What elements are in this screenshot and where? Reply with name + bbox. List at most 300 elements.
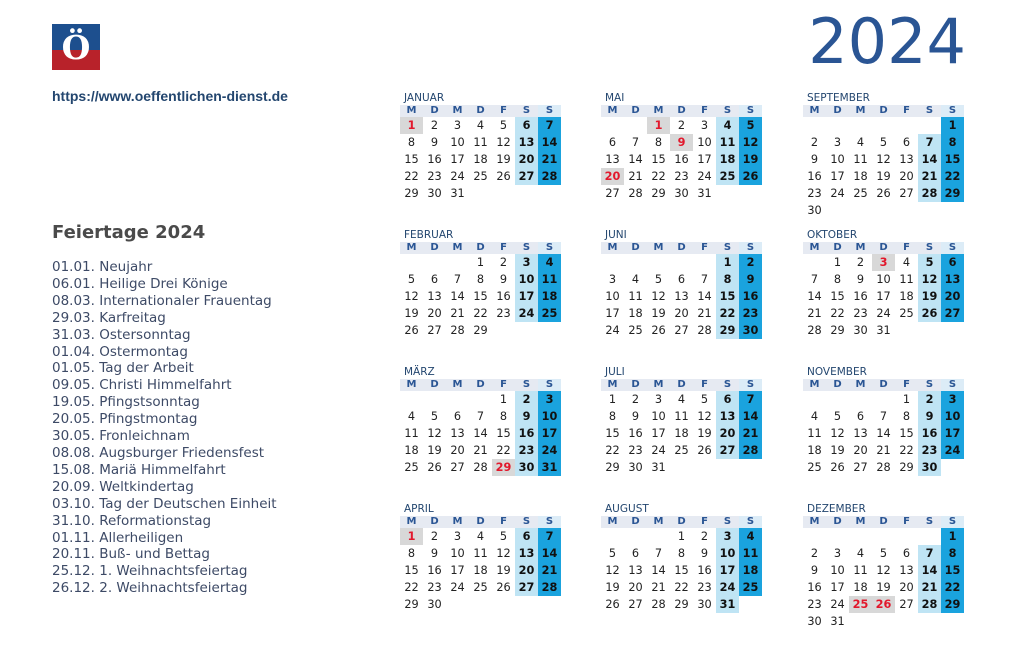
day-cell: 22 [404,581,419,594]
holiday-item: 01.01. Neujahr [52,259,153,275]
day-cell: 3 [833,136,842,149]
day-cell: 12 [404,290,419,303]
weekday-header: M [647,379,670,391]
day-cell: 24 [941,442,964,459]
day-cell: 2 [499,256,508,269]
weekday-header: F [693,516,716,528]
day-cell: 10 [697,136,712,149]
empty-cell [826,117,849,134]
logo-letter: Ö [61,28,91,67]
weekday-header: S [716,379,739,391]
day-cell: 14 [651,564,666,577]
day-cell: 4 [677,393,686,406]
day-cell: 19 [427,444,442,457]
day-cell: 4 [739,528,762,545]
day-cell: 4 [538,254,561,271]
day-cell: 4 [631,273,640,286]
empty-cell [423,391,446,408]
day-cell: 23 [628,444,643,457]
day-cell: 10 [515,271,538,288]
day-cell: 8 [941,545,964,562]
day-cell: 11 [899,273,914,286]
day-cell: 4 [407,410,416,423]
day-cell: 28 [807,324,822,337]
holiday-day-cell: 1 [400,528,423,545]
day-cell: 27 [515,579,538,596]
day-cell: 4 [902,256,911,269]
day-cell: 8 [476,273,485,286]
empty-cell [941,459,964,476]
day-cell: 21 [876,444,891,457]
day-cell: 6 [515,117,538,134]
empty-cell [803,528,826,545]
holiday-day-cell: 1 [400,117,423,134]
day-cell: 8 [407,136,416,149]
holiday-item: 19.05. Pfingstsonntag [52,394,200,411]
weekday-header: S [739,516,762,528]
day-cell: 17 [876,290,891,303]
day-cell: 13 [674,290,689,303]
holiday-day-cell: 3 [872,254,895,271]
holiday-item: 06.01. Heilige Drei Könige [52,275,228,292]
day-cell: 12 [651,290,666,303]
day-cell: 9 [700,547,709,560]
day-cell: 2 [430,119,439,132]
day-cell: 31 [697,187,712,200]
day-cell: 29 [941,596,964,613]
day-cell: 27 [716,442,739,459]
day-cell: 17 [538,425,561,442]
empty-cell [941,202,964,219]
empty-cell [693,254,716,271]
day-cell: 18 [628,307,643,320]
day-cell: 4 [810,410,819,423]
day-cell: 3 [608,273,617,286]
day-cell: 30 [807,615,822,628]
empty-cell [918,528,941,545]
holidays-title: Feiertage 2024 [52,222,206,243]
day-cell: 21 [628,170,643,183]
empty-cell [469,391,492,408]
day-cell: 1 [677,530,686,543]
day-cell: 9 [810,153,819,166]
day-cell: 19 [404,307,419,320]
empty-cell [895,322,918,339]
day-cell: 29 [674,598,689,611]
weekday-header: S [739,242,762,254]
day-cell: 13 [427,290,442,303]
day-cell: 9 [918,408,941,425]
day-cell: 13 [899,153,914,166]
day-cell: 18 [404,444,419,457]
empty-cell [803,254,826,271]
day-cell: 24 [450,581,465,594]
day-cell: 10 [830,564,845,577]
day-cell: 23 [739,305,762,322]
day-cell: 21 [473,444,488,457]
day-cell: 8 [677,547,686,560]
day-cell: 20 [515,151,538,168]
empty-cell [918,202,941,219]
day-cell: 24 [450,170,465,183]
day-cell: 15 [899,427,914,440]
weekday-header: M [400,516,423,528]
weekday-header: D [624,516,647,528]
weekday-header: D [469,379,492,391]
day-cell: 3 [700,119,709,132]
month-name: OKTOBER [807,229,858,241]
day-cell: 9 [430,136,439,149]
website-url[interactable]: https://www.oeffentlichen-dienst.de [52,88,288,104]
day-cell: 3 [833,547,842,560]
day-cell: 24 [830,187,845,200]
day-cell: 12 [496,547,511,560]
holiday-list [52,259,277,597]
empty-cell [849,391,872,408]
day-cell: 10 [876,273,891,286]
day-cell: 7 [476,410,485,423]
weekday-header: D [423,516,446,528]
day-cell: 26 [876,187,891,200]
day-cell: 9 [499,273,508,286]
day-cell: 7 [631,136,640,149]
weekday-header: M [601,379,624,391]
weekday-header: M [647,105,670,117]
day-cell: 27 [674,324,689,337]
empty-cell [400,254,423,271]
day-cell: 25 [853,187,868,200]
day-cell: 21 [918,579,941,596]
empty-cell [624,254,647,271]
weekday-header: D [670,516,693,528]
weekday-header: M [803,379,826,391]
day-cell: 31 [830,615,845,628]
month-table [803,105,964,219]
day-cell: 24 [651,444,666,457]
day-cell: 5 [499,530,508,543]
day-cell: 11 [739,545,762,562]
day-cell: 12 [739,134,762,151]
holiday-day-cell: 9 [670,134,693,151]
day-cell: 29 [941,185,964,202]
weekday-header: S [739,105,762,117]
empty-cell [739,459,762,476]
day-cell: 29 [716,322,739,339]
day-cell: 2 [810,136,819,149]
holiday-item: 09.05. Christi Himmelfahrt [52,377,232,394]
day-cell: 10 [941,408,964,425]
day-cell: 23 [853,307,868,320]
day-cell: 22 [941,168,964,185]
day-cell: 22 [674,581,689,594]
day-cell: 11 [538,271,561,288]
empty-cell [941,322,964,339]
empty-cell [601,117,624,134]
day-cell: 3 [453,119,462,132]
day-cell: 20 [716,425,739,442]
day-cell: 6 [515,528,538,545]
day-cell: 20 [674,307,689,320]
day-cell: 12 [876,153,891,166]
weekday-header: S [515,242,538,254]
day-cell: 30 [918,459,941,476]
day-cell: 17 [605,307,620,320]
weekday-header: S [538,242,561,254]
weekday-header: M [400,105,423,117]
day-cell: 28 [739,442,762,459]
day-cell: 15 [651,153,666,166]
day-cell: 6 [430,273,439,286]
day-cell: 28 [628,187,643,200]
empty-cell [670,254,693,271]
month-januar [400,92,562,202]
weekday-header: F [492,105,515,117]
weekday-header: S [716,516,739,528]
month-november [803,366,965,476]
day-cell: 23 [496,307,511,320]
day-cell: 2 [918,391,941,408]
day-cell: 25 [807,461,822,474]
day-cell: 4 [716,117,739,134]
day-cell: 16 [853,290,868,303]
day-cell: 27 [853,461,868,474]
day-cell: 11 [628,290,643,303]
day-cell: 7 [453,273,462,286]
weekday-header: F [492,516,515,528]
weekday-header: S [716,242,739,254]
weekday-header: S [515,516,538,528]
day-cell: 30 [739,322,762,339]
day-cell: 17 [716,562,739,579]
day-cell: 28 [651,598,666,611]
day-cell: 11 [853,153,868,166]
day-cell: 20 [628,581,643,594]
day-cell: 21 [697,307,712,320]
day-cell: 25 [473,581,488,594]
day-cell: 25 [538,305,561,322]
day-cell: 1 [608,393,617,406]
empty-cell [647,528,670,545]
day-cell: 31 [651,461,666,474]
weekday-header: D [469,242,492,254]
day-cell: 14 [628,153,643,166]
day-cell: 18 [853,581,868,594]
day-cell: 23 [515,442,538,459]
weekday-header: D [826,379,849,391]
day-cell: 29 [830,324,845,337]
month-märz [400,366,562,476]
day-cell: 15 [674,564,689,577]
empty-cell [515,185,538,202]
day-cell: 14 [450,290,465,303]
weekday-header: M [446,105,469,117]
day-cell: 29 [605,461,620,474]
weekday-header: M [446,242,469,254]
empty-cell [538,322,561,339]
weekday-header: M [849,379,872,391]
day-cell: 24 [515,305,538,322]
day-cell: 29 [651,187,666,200]
weekday-header: D [469,105,492,117]
empty-cell [538,185,561,202]
day-cell: 25 [473,170,488,183]
holiday-day-cell: 26 [872,596,895,613]
weekday-header: S [941,379,964,391]
holiday-item: 20.11. Buß- und Bettag [52,546,210,563]
day-cell: 1 [499,393,508,406]
day-cell: 26 [404,324,419,337]
day-cell: 3 [716,528,739,545]
day-cell: 10 [830,153,845,166]
day-cell: 21 [918,168,941,185]
month-name: MÄRZ [404,366,435,378]
empty-cell [895,528,918,545]
empty-cell [624,117,647,134]
day-cell: 27 [427,324,442,337]
weekday-header: M [647,516,670,528]
day-cell: 2 [631,393,640,406]
empty-cell [826,391,849,408]
weekday-header: S [739,379,762,391]
day-cell: 18 [739,562,762,579]
holiday-item: 03.10. Tag der Deutschen Einheit [52,495,277,512]
day-cell: 31 [716,596,739,613]
day-cell: 30 [853,324,868,337]
day-cell: 30 [697,598,712,611]
day-cell: 7 [879,410,888,423]
day-cell: 22 [651,170,666,183]
empty-cell [895,117,918,134]
month-table [601,516,762,613]
day-cell: 5 [879,547,888,560]
weekday-header: F [492,242,515,254]
day-cell: 27 [450,461,465,474]
month-name: AUGUST [605,503,649,515]
weekday-header: S [515,105,538,117]
month-september [803,92,965,219]
day-cell: 16 [515,425,538,442]
month-name: MAI [605,92,625,104]
day-cell: 8 [407,547,416,560]
day-cell: 18 [716,151,739,168]
weekday-header: M [400,242,423,254]
day-cell: 27 [899,598,914,611]
weekday-header: M [803,105,826,117]
day-cell: 6 [856,410,865,423]
day-cell: 18 [473,153,488,166]
day-cell: 5 [654,273,663,286]
day-cell: 5 [879,136,888,149]
day-cell: 6 [453,410,462,423]
day-cell: 8 [941,134,964,151]
holiday-item: 31.10. Reformationstag [52,512,212,529]
empty-cell [849,613,872,630]
day-cell: 21 [450,307,465,320]
weekday-header: S [918,105,941,117]
day-cell: 27 [515,168,538,185]
weekday-header: D [872,105,895,117]
weekday-header: F [895,242,918,254]
day-cell: 1 [941,117,964,134]
day-cell: 16 [739,288,762,305]
month-name: JANUAR [404,92,445,104]
day-cell: 14 [918,562,941,579]
day-cell: 8 [499,410,508,423]
weekday-header: D [423,105,446,117]
day-cell: 28 [697,324,712,337]
month-august [601,503,763,613]
empty-cell [492,596,515,613]
day-cell: 14 [739,408,762,425]
weekday-header: M [601,242,624,254]
weekday-header: M [647,242,670,254]
empty-cell [446,391,469,408]
month-name: APRIL [404,503,434,515]
empty-cell [492,185,515,202]
day-cell: 2 [430,530,439,543]
day-cell: 25 [739,579,762,596]
weekday-header: F [693,379,716,391]
day-cell: 14 [538,134,561,151]
empty-cell [739,596,762,613]
weekday-header: F [895,516,918,528]
month-table [400,516,561,613]
day-cell: 20 [899,581,914,594]
weekday-header: S [538,379,561,391]
day-cell: 15 [473,290,488,303]
day-cell: 28 [473,461,488,474]
day-cell: 21 [739,425,762,442]
day-cell: 10 [716,545,739,562]
day-cell: 26 [605,598,620,611]
day-cell: 23 [807,598,822,611]
month-table [601,105,762,202]
holiday-item: 01.04. Ostermontag [52,343,188,360]
day-cell: 22 [716,305,739,322]
holiday-item: 01.05. Tag der Arbeit [52,360,194,377]
day-cell: 24 [697,170,712,183]
empty-cell [693,459,716,476]
empty-cell [895,613,918,630]
month-mai [601,92,763,202]
day-cell: 15 [605,427,620,440]
day-cell: 16 [427,153,442,166]
day-cell: 7 [918,134,941,151]
empty-cell [492,322,515,339]
month-name: NOVEMBER [807,366,867,378]
day-cell: 15 [404,564,419,577]
empty-cell [826,202,849,219]
weekday-header: S [918,516,941,528]
holiday-item: 01.11. Allerheiligen [52,529,184,546]
day-cell: 19 [496,153,511,166]
day-cell: 22 [830,307,845,320]
day-cell: 7 [739,391,762,408]
day-cell: 26 [739,168,762,185]
weekday-header: F [693,242,716,254]
day-cell: 4 [476,530,485,543]
day-cell: 1 [716,254,739,271]
day-cell: 6 [941,254,964,271]
day-cell: 30 [427,598,442,611]
day-cell: 14 [918,151,941,168]
day-cell: 24 [605,324,620,337]
holiday-day-cell: 25 [849,596,872,613]
day-cell: 3 [515,254,538,271]
day-cell: 21 [538,562,561,579]
day-cell: 26 [496,170,511,183]
empty-cell [849,528,872,545]
